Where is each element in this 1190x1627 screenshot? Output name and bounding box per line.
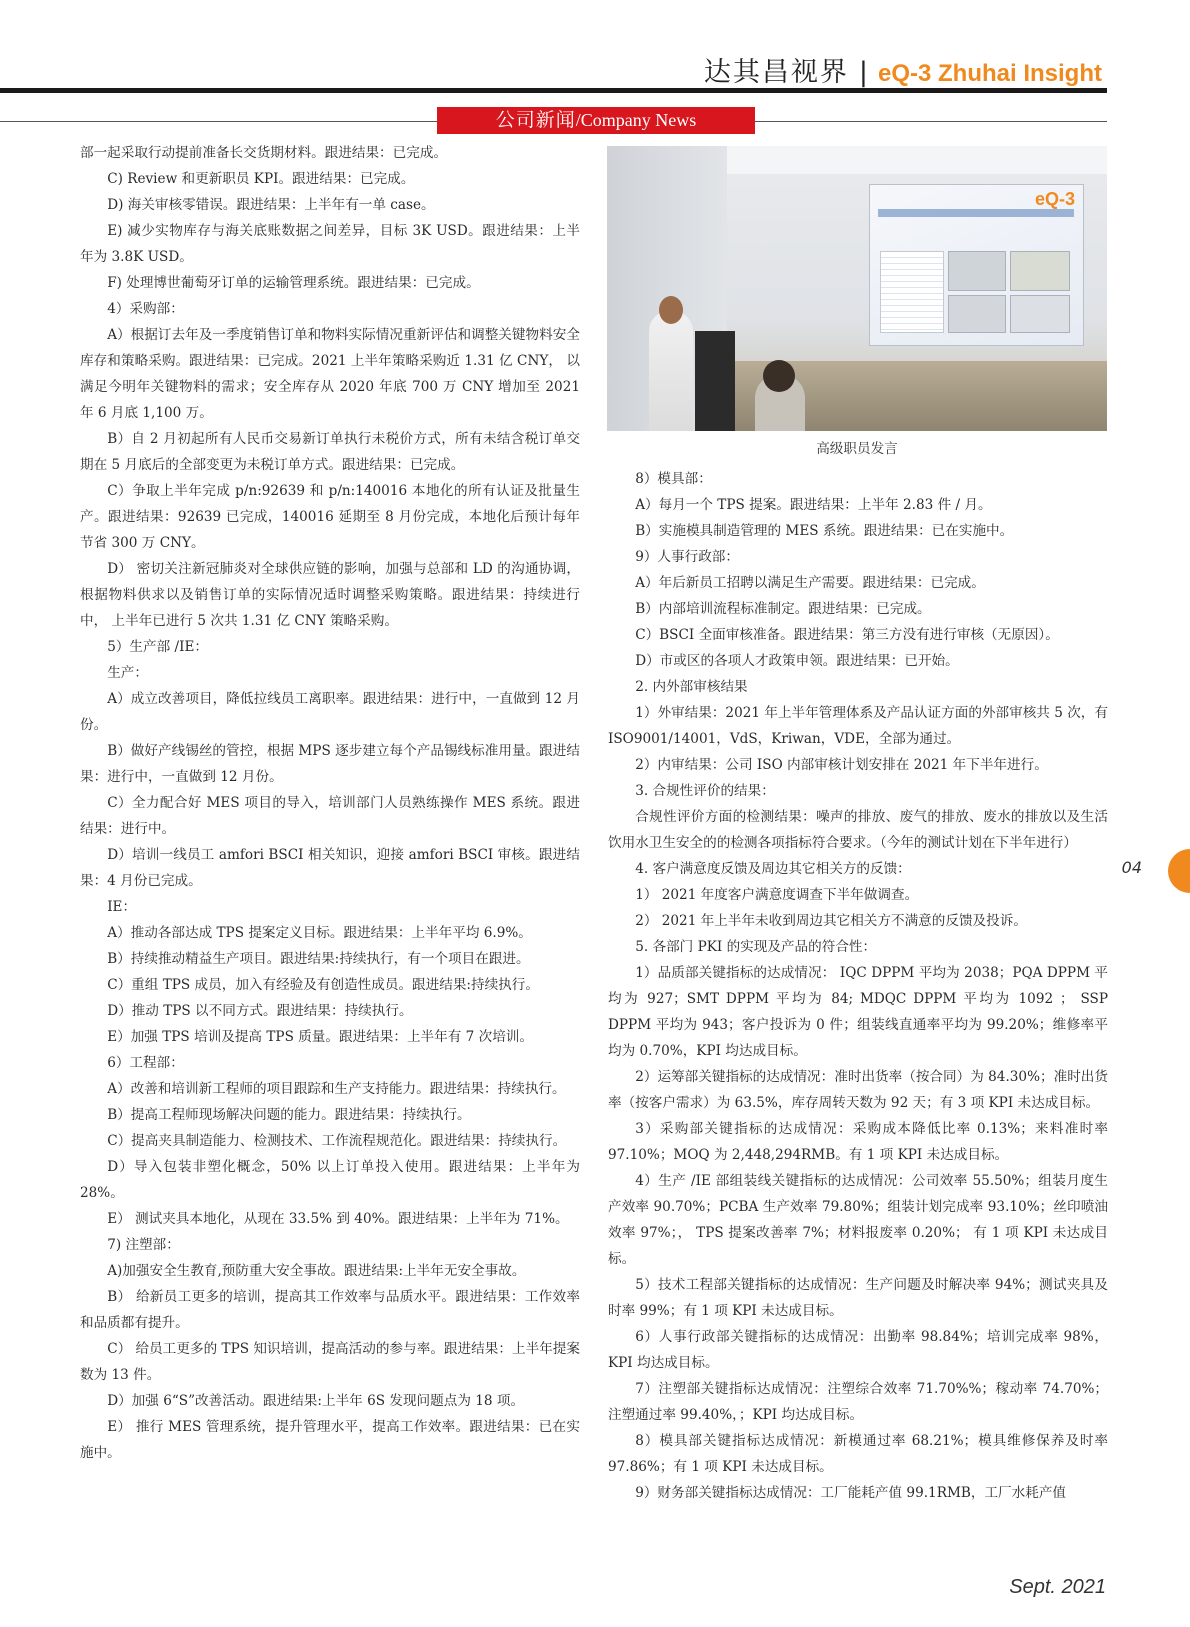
paragraph: B）提高工程师现场解决问题的能力。跟进结果：持续执行。 — [107, 1107, 471, 1123]
paragraph: 5）生产部 /IE： — [107, 639, 208, 655]
page-number: 04 — [1121, 858, 1142, 877]
projection-screen — [869, 184, 1084, 346]
header-rule-thick — [0, 88, 1107, 93]
paragraph: A)加强安全生教育,预防重大安全事故。跟进结果:上半年无安全事故。 — [107, 1263, 526, 1279]
paragraph: B）做好产线锡丝的管控，根据 MPS 逐步建立每个产品锡线标准用量。跟进结果：进行中，一直做到 12 月份。 — [80, 743, 580, 785]
paragraph: A）改善和培训新工程师的项目跟踪和生产支持能力。跟进结果：持续执行。 — [107, 1081, 566, 1097]
paragraph: A）成立改善项目，降低拉线员工离职率。跟进结果：进行中，一直做到 12 月份。 — [80, 691, 580, 733]
paragraph: D）培训一线员工 amfori BSCI 相关知识，迎接 amfori BSCI 审核。跟进结果：4 月份已完成。 — [80, 847, 580, 889]
paragraph: D）推动 TPS 以不同方式。跟进结果：持续执行。 — [107, 1003, 413, 1019]
paragraph: B）自 2 月初起所有人民币交易新订单执行未税价方式，所有未结含税订单交期在 5 月底后的全部变更为未税订单方式。跟进结果：已完成。 — [80, 431, 580, 473]
paragraph: 7) 注塑部： — [107, 1237, 180, 1253]
paragraph: 1）外审结果：2021 年上半年管理体系及产品认证方面的外部审核共 5 次，有 ISO9001/14001，VdS，Kriwan，VDE，全部为通过。 — [608, 705, 1108, 747]
paragraph: B）持续推动精益生产项目。跟进结果:持续执行，有一个项目在跟进。 — [107, 951, 530, 967]
paragraph: 5. 各部门 PKI 的实现及产品的符合性： — [635, 939, 877, 955]
paragraph: E）加强 TPS 培训及提高 TPS 质量。跟进结果：上半年有 7 次培训。 — [107, 1029, 533, 1045]
paragraph: 7）注塑部关键指标达成情况：注塑综合效率 71.70%%；稼动率 74.70%；注塑通过率 99.40%，；KPI 均达成目标。 — [608, 1381, 1108, 1423]
paragraph: 9）人事行政部： — [635, 549, 739, 565]
section-banner — [437, 107, 755, 134]
paragraph: 生产： — [107, 665, 148, 681]
paragraph: 4）采购部： — [107, 301, 184, 317]
paragraph: C）重组 TPS 成员，加入有经验及有创造性成员。跟进结果:持续执行。 — [107, 977, 539, 993]
masthead-title-cn: 达其昌视界 — [703, 57, 849, 88]
paragraph: E） 测试夹具本地化，从现在 33.5% 到 40%。跟进结果：上半年为 71%。 — [107, 1211, 569, 1227]
paragraph: IE： — [107, 899, 137, 915]
masthead — [704, 50, 1102, 89]
paragraph: D）导入包装非塑化概念，50% 以上订单投入使用。跟进结果：上半年为 28%。 — [80, 1159, 580, 1201]
paragraph: 8）模具部关键指标达成情况：新模通过率 68.21%；模具维修保养及时率 97.86%；有 1 项 KPI 未达成目标。 — [608, 1433, 1108, 1475]
paragraph: D）加强 6“S”改善活动。跟进结果:上半年 6S 发现问题点为 18 项。 — [107, 1393, 525, 1409]
section-title-cn: 公司新闻 — [495, 109, 576, 131]
paragraph: C）BSCI 全面审核准备。跟进结果：第三方没有进行审核（无原因）。 — [635, 627, 1059, 643]
paragraph: 2）内审结果：公司 ISO 内部审核计划安排在 2021 年下半年进行。 — [635, 757, 1048, 773]
screen-image — [1010, 251, 1070, 291]
paragraph: 6）人事行政部关键指标的达成情况：出勤率 98.84%；培训完成率 98%，KPI 均达成目标。 — [608, 1329, 1108, 1371]
paragraph: 4. 客户满意度反馈及周边其它相关方的反馈： — [635, 861, 911, 877]
screen-image — [948, 251, 1006, 291]
paragraph: 5）技术工程部关键指标的达成情况：生产问题及时解决率 94%；测试夹具及时率 99%；有 1 项 KPI 未达成目标。 — [608, 1277, 1108, 1319]
paragraph: A）每月一个 TPS 提案。跟进结果：上半年 2.83 件 / 月。 — [635, 497, 992, 513]
paragraph: F) 处理博世葡萄牙订单的运输管理系统。跟进结果：已完成。 — [107, 275, 480, 291]
paragraph: 2. 内外部审核结果 — [635, 679, 748, 695]
page-tab-marker — [1168, 849, 1190, 893]
paragraph: A）根据订去年及一季度销售订单和物料实际情况重新评估和调整关键物料安全库存和策略采购。跟进结果：已完成。2021 上半年策略采购近 1.31 亿 CNY， 以满足今明年关键物料的需求；安全库存从 2020 年底 700 万 CNY 增加至 2021 年 6 月底 1,100 万。 — [80, 327, 580, 421]
right-column — [608, 466, 1108, 1506]
podium — [695, 331, 735, 431]
paragraph: C） 给员工更多的 TPS 知识培训，提高活动的参与率。跟进结果：上半年提案数为 13 件。 — [80, 1341, 580, 1383]
screen-image — [948, 295, 1006, 333]
paragraph: C）争取上半年完成 p/n:92639 和 p/n:140016 本地化的所有认证及批量生产。跟进结果：92639 已完成，140016 延期至 8 月份完成，本地化后预计每年节省 300 万 CNY。 — [80, 483, 580, 551]
left-column — [80, 140, 580, 1466]
screen-table — [880, 251, 944, 333]
paragraph: C) Review 和更新职员 KPI。跟进结果：已完成。 — [107, 171, 415, 187]
paragraph: 部一起采取行动提前准备长交货期材料。跟进结果：已完成。 — [80, 145, 448, 161]
paragraph: 2）运筹部关键指标的达成情况：准时出货率（按合同）为 84.30%；准时出货率（按客户需求）为 63.5%，库存周转天数为 92 天；有 3 项 KPI 未达成目标。 — [608, 1069, 1108, 1111]
screen-brand-logo: eQ-3 — [1034, 189, 1075, 209]
footer-date: Sept. 2021 — [1009, 1576, 1106, 1598]
paragraph: 合规性评价方面的检测结果：噪声的排放、废气的排放、废水的排放以及生活饮用水卫生安全的的检测各项指标符合要求。（今年的测试计划在下半年进行） — [608, 809, 1108, 851]
paragraph: D） 密切关注新冠肺炎对全球供应链的影响，加强与总部和 LD 的沟通协调，根据物料供求以及销售订单的实际情况适时调整采购策略。跟进结果：持续进行中， 上半年已进行 5 次共 1.31 亿 CNY 策略采购。 — [80, 561, 580, 629]
paragraph: D) 海关审核零错误。跟进结果：上半年有一单 case。 — [107, 197, 435, 213]
paragraph: E） 推行 MES 管理系统，提升管理水平，提高工作效率。跟进结果：已在实施中。 — [80, 1419, 580, 1461]
photo-caption: 高级职员发言 — [816, 441, 898, 457]
paragraph: A）年后新员工招聘以满足生产需要。跟进结果：已完成。 — [635, 575, 985, 591]
screen-image — [1010, 295, 1070, 333]
paragraph: C）全力配合好 MES 项目的导入，培训部门人员熟练操作 MES 系统。跟进结果：进行中。 — [80, 795, 580, 837]
audience-head — [763, 360, 795, 392]
paragraph: A）推动各部达成 TPS 提案定义目标。跟进结果：上半年平均 6.9%。 — [107, 925, 532, 941]
masthead-title-en: eQ-3 Zhuhai Insight — [877, 60, 1102, 87]
screen-header-bar — [878, 209, 1074, 217]
paragraph: 6）工程部： — [107, 1055, 184, 1071]
paragraph: 8）模具部： — [635, 471, 712, 487]
paragraph: 3）采购部关键指标的达成情况：采购成本降低比率 0.13%；来料准时率 97.10%；MOQ 为 2,448,294RMB。有 1 项 KPI 未达成目标。 — [608, 1121, 1108, 1163]
paragraph: E) 减少实物库存与海关底账数据之间差异，目标 3K USD。跟进结果：上半年为 3.8K USD。 — [80, 223, 580, 265]
paragraph: 1）品质部关键指标的达成情况： IQC DPPM 平均为 2038；PQA DPPM 平均为 927；SMT DPPM 平均为 84; MDQC DPPM 平均为 1092 ； SSP DPPM 平均为 943；客户投诉为 0 件；组装线直通率平均为 99.20%；维修率平均为 0.70%，KPI 均达成目标。 — [608, 965, 1108, 1059]
paragraph: 2） 2021 年上半年未收到周边其它相关方不满意的反馈及投诉。 — [635, 913, 1027, 929]
paragraph: B）内部培训流程标准制定。跟进结果：已完成。 — [635, 601, 931, 617]
masthead-separator: | — [858, 57, 868, 88]
paragraph: C）提高夹具制造能力、检测技术、工作流程规范化。跟进结果：持续执行。 — [107, 1133, 567, 1149]
paragraph: 4）生产 /IE 部组装线关键指标的达成情况：公司效率 55.50%；组装月度生产效率 90.70%；PCBA 生产效率 79.80%；组装计划完成率 93.10%；丝印喷油效率 97%；， TPS 提案改善率 7%；材料报废率 0.20%； 有 1 项 KPI 未达成目标。 — [608, 1173, 1108, 1267]
speaker-head — [659, 296, 683, 324]
paragraph: B） 给新员工更多的培训，提高其工作效率与品质水平。跟进结果：工作效率和品质都有提升。 — [80, 1289, 580, 1331]
paragraph: 1） 2021 年度客户满意度调查下半年做调查。 — [635, 887, 919, 903]
section-title-en: /Company News — [575, 110, 697, 130]
paragraph: 3. 合规性评价的结果： — [635, 783, 775, 799]
paragraph: B）实施模具制造管理的 MES 系统。跟进结果：已在实施中。 — [635, 523, 1014, 539]
paragraph: 9）财务部关键指标达成情况：工厂能耗产值 99.1RMB，工厂水耗产值 — [635, 1485, 1067, 1501]
paragraph: D）市或区的各项人才政策申领。跟进结果：已开始。 — [635, 653, 959, 669]
speaker-figure — [649, 311, 693, 431]
speaker-photo — [607, 146, 1107, 431]
